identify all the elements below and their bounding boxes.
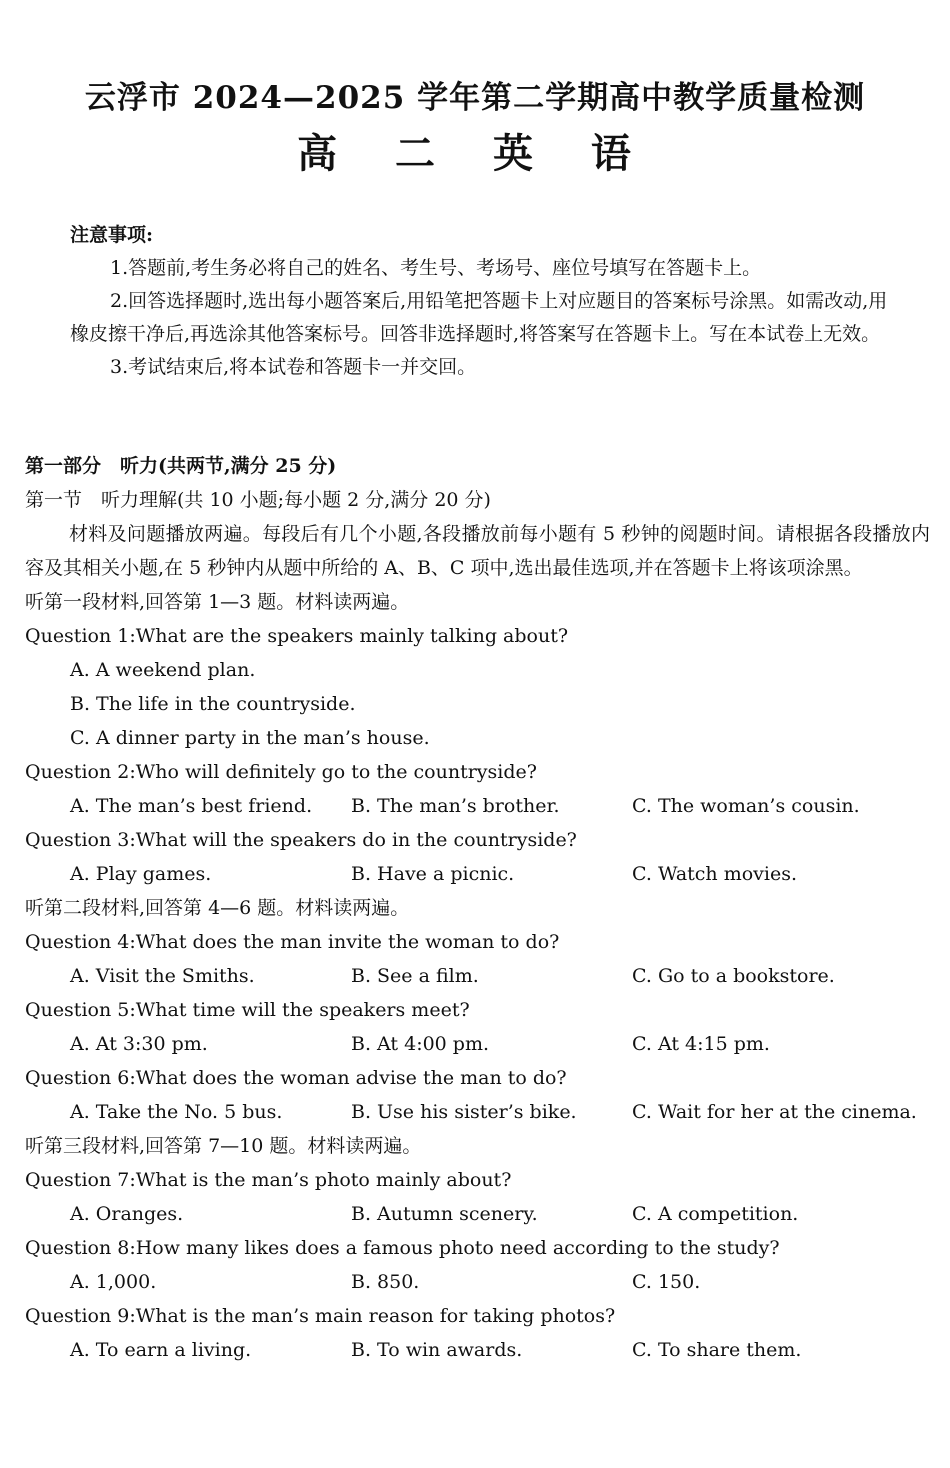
option-1b: B. The life in the countryside.	[70, 693, 356, 715]
option-9c: C. To share them.	[632, 1339, 802, 1361]
option-4b: B. See a film.	[351, 965, 479, 987]
group-label-2: 听第二段材料,回答第 4—6 题。材料读两遍。	[25, 897, 410, 919]
option-7c: C. A competition.	[632, 1203, 799, 1225]
options-2	[25, 789, 930, 823]
notice-item-3: 3.考试结束后,将本试卷和答题卡一并交回。	[110, 356, 477, 378]
options-5	[25, 1027, 930, 1061]
option-4c: C. Go to a bookstore.	[632, 965, 835, 987]
section1-heading: 第一节 听力理解(共 10 小题;每小题 2 分,满分 20 分)	[25, 489, 491, 511]
option-5b: B. At 4:00 pm.	[351, 1033, 490, 1055]
option-3c: C. Watch movies.	[632, 863, 797, 885]
option-9b: B. To win awards.	[351, 1339, 523, 1361]
exam-title: 云浮市 2024—2025 学年第二学期高中教学质量检测	[84, 80, 866, 116]
option-7b: B. Autumn scenery.	[351, 1203, 538, 1225]
option-3b: B. Have a picnic.	[351, 863, 515, 885]
option-3a: A. Play games.	[70, 863, 212, 885]
options-4	[25, 959, 930, 993]
question-8: Question 8:How many likes does a famous photo need according to the study?	[25, 1237, 780, 1259]
option-6b: B. Use his sister’s bike.	[351, 1101, 577, 1123]
notice-item-2: 2.回答选择题时,选出每小题答案后,用铅笔把答题卡上对应题目的答案标号涂黑。如需改动,用橡皮擦干净后,再选涂其他答案标号。回答非选择题时,将答案写在答题卡上。写在本试卷上无效。	[70, 290, 888, 345]
option-1c: C. A dinner party in the man’s house.	[70, 727, 430, 749]
option-7a: A. Oranges.	[70, 1203, 184, 1225]
subject-title: 高 二 英 语	[297, 130, 653, 177]
question-3: Question 3:What will the speakers do in the countryside?	[25, 829, 577, 851]
options-6	[25, 1095, 930, 1129]
listening-instructions: 材料及问题播放两遍。每段后有几个小题,各段播放前每小题有 5 秒钟的阅题时间。请根据各段播放内容及其相关小题,在 5 秒钟内从题中所给的 A、B、C 项中,选出最佳选项,并在答题卡上将该项涂黑。	[25, 523, 930, 579]
question-1: Question 1:What are the speakers mainly talking about?	[25, 625, 569, 647]
notice-item-1: 1.答题前,考生务必将自己的姓名、考生号、考场号、座位号填写在答题卡上。	[110, 257, 762, 279]
notice-heading: 注意事项:	[70, 224, 154, 246]
option-8c: C. 150.	[632, 1271, 701, 1293]
options-9	[25, 1333, 930, 1367]
notice-section	[70, 222, 890, 384]
option-5c: C. At 4:15 pm.	[632, 1033, 770, 1055]
option-8b: B. 850.	[351, 1271, 420, 1293]
option-6a: A. Take the No. 5 bus.	[70, 1101, 283, 1123]
question-4: Question 4:What does the man invite the woman to do?	[25, 931, 560, 953]
option-2a: A. The man’s best friend.	[70, 795, 313, 817]
option-5a: A. At 3:30 pm.	[70, 1033, 208, 1055]
options-8	[25, 1265, 930, 1299]
options-7	[25, 1197, 930, 1231]
part1-heading: 第一部分 听力(共两节,满分 25 分)	[25, 455, 337, 477]
option-2c: C. The woman’s cousin.	[632, 795, 860, 817]
question-5: Question 5:What time will the speakers meet?	[25, 999, 470, 1021]
question-9: Question 9:What is the man’s main reason for taking photos?	[25, 1305, 616, 1327]
option-9a: A. To earn a living.	[70, 1339, 252, 1361]
option-6c: C. Wait for her at the cinema.	[632, 1101, 917, 1123]
question-6: Question 6:What does the woman advise the man to do?	[25, 1067, 567, 1089]
option-1a: A. A weekend plan.	[70, 659, 256, 681]
group-label-1: 听第一段材料,回答第 1—3 题。材料读两遍。	[25, 591, 410, 613]
question-2: Question 2:Who will definitely go to the countryside?	[25, 761, 537, 783]
option-4a: A. Visit the Smiths.	[70, 965, 255, 987]
question-7: Question 7:What is the man’s photo mainly about?	[25, 1169, 512, 1191]
options-3	[25, 857, 930, 891]
option-2b: B. The man’s brother.	[351, 795, 560, 817]
group-label-3: 听第三段材料,回答第 7—10 题。材料读两遍。	[25, 1135, 422, 1157]
listening-section	[25, 449, 930, 1367]
option-8a: A. 1,000.	[70, 1271, 157, 1293]
